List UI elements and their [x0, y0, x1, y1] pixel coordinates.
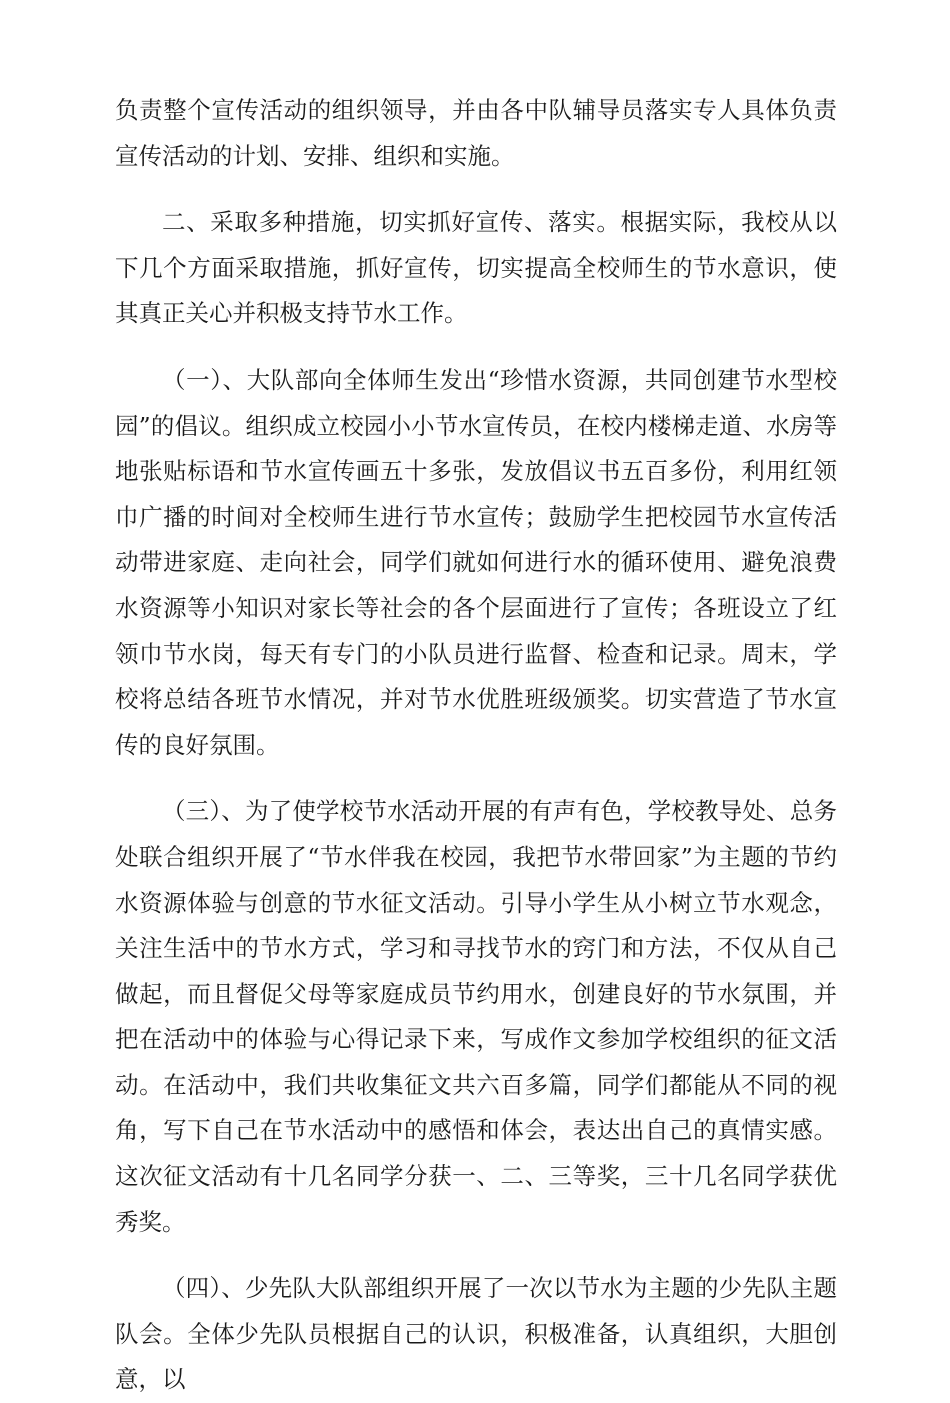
- paragraph-item-four: （四）、少先队大队部组织开展了一次以节水为主题的少先队主题队会。全体少先队员根据自己的认识，积极准备，认真组织，大胆创意，以: [115, 1274, 837, 1394]
- paragraph-continuation: 负责整个宣传活动的组织领导，并由各中队辅导员落实专人具体负责宣传活动的计划、安排、组织和实施。: [115, 96, 837, 170]
- paragraph-item-one: （一）、大队部向全体师生发出“珍惜水资源，共同创建节水型校园”的倡议。组织成立校园小小节水宣传员，在校内楼梯走道、水房等地张贴标语和节水宣传画五十多张，发放倡议书五百多份，利用红领巾广播的时间对全校师生进行节水宣传；鼓励学生把校园节水宣传活动带进家庭、走向社会，同学们就如何进行水的循环使用、避免浪费水资源等小知识对家长等社会的各个层面进行了宣传；各班设立了红领巾节水岗，每天有专门的小队员进行监督、检查和记录。周末，学校将总结各班节水情况，并对节水优胜班级颁奖。切实营造了节水宣传的良好氛围。: [115, 365, 837, 759]
- document-body: [115, 88, 837, 1403]
- paragraph-item-three: （三）、为了使学校节水活动开展的有声有色，学校教导处、总务处联合组织开展了“节水伴我在校园，我把节水带回家”为主题的节约水资源体验与创意的节水征文活动。引导小学生从小树立节水观念，关注生活中的节水方式，学习和寻找节水的窍门和方法，不仅从自己做起，而且督促父母等家庭成员节约用水，创建良好的节水氛围，并把在活动中的体验与心得记录下来，写成作文参加学校组织的征文活动。在活动中，我们共收集征文共六百多篇，同学们都能从不同的视角，写下自己在节水活动中的感悟和体会，表达出自己的真情实感。这次征文活动有十几名同学分获一、二、三等奖，三十几名同学获优秀奖。: [115, 797, 837, 1236]
- paragraph-section-two: 二、采取多种措施，切实抓好宣传、落实。根据实际，我校从以下几个方面采取措施，抓好宣传，切实提高全校师生的节水意识，使其真正关心并积极支持节水工作。: [115, 208, 837, 328]
